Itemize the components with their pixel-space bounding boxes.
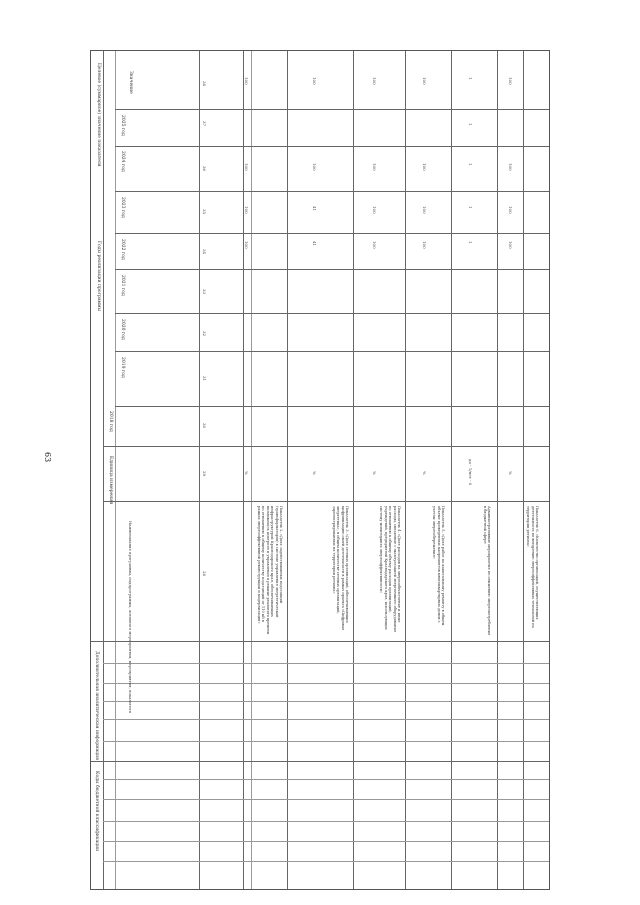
col-num: 34 — [202, 249, 207, 255]
row-4-2022: 100 — [422, 241, 427, 249]
row-5-2025: 1 — [468, 123, 473, 126]
header-base-year: 2018 год — [108, 411, 113, 432]
row-5-text: Административные мероприятия по снижению энергопотребления в бюджетной сфере — [482, 506, 491, 636]
row-4-text: Показатель 5. «Доля работ по капитальному ремонту в общем объеме проведенных капремонтов многоквартирных домов с учетом энергосбережения» — [432, 506, 445, 626]
row-2-2022: 41 — [312, 241, 317, 247]
header-additional-info: Дополнительная аналитическая информация — [94, 651, 99, 761]
header-final-value: Целевое (суммарное) значение показателя — [96, 63, 101, 167]
header-final-sub: Значение — [128, 71, 133, 94]
row-2-2023: 41 — [312, 206, 317, 212]
col-num: 37 — [202, 121, 207, 127]
row-3-2022: 100 — [372, 241, 377, 249]
row-2-final: 100 — [312, 77, 317, 85]
row-6-2024: 100 — [508, 163, 513, 171]
row-1-unit: % — [244, 471, 249, 475]
row-4-2024: 100 — [422, 163, 427, 171]
row-2-text: Показатель 3. «Доля сетевых организаций, обеспечивающих цифровизацию своей деятельности в рамках проекта «Цифровая энергетика», в общем количестве сетевых организаций, зарегистрированных на территории региона» — [331, 506, 349, 631]
row-1-final: 100 — [244, 77, 249, 85]
row-1-2024: 100 — [244, 163, 249, 171]
row-2-unit: % — [312, 471, 317, 475]
row-1-2023: 100 — [244, 206, 249, 214]
col-num: 33 — [202, 289, 207, 295]
row-5-2024: 1 — [468, 163, 473, 166]
header-program-name: Наименование программы, подпрограммы, основного мероприятия, мероприятия, показателя — [128, 521, 133, 713]
header-year-2024: 2024 год — [120, 151, 125, 172]
row-4-unit: % — [422, 471, 427, 475]
row-3-final: 100 — [372, 77, 377, 85]
row-6-2023: 100 — [508, 206, 513, 214]
col-num: 35 — [202, 209, 207, 215]
col-num: 38 — [202, 81, 207, 87]
header-year-2021: 2021 год — [120, 275, 125, 296]
header-year-2019: 2019 год — [120, 357, 125, 378]
row-6-2022: 100 — [508, 241, 513, 249]
header-year-2023: 2023 год — [120, 197, 125, 218]
row-3-2023: 100 — [372, 206, 377, 214]
header-year-2022: 2022 год — [120, 239, 125, 260]
page-number: 63 — [43, 452, 52, 463]
header-year-2020: 2020 год — [120, 319, 125, 340]
row-2-2024: 100 — [312, 163, 317, 171]
header-year-2025: 2025 год — [120, 115, 125, 136]
row-3-unit: % — [372, 471, 377, 475]
row-4-final: 100 — [422, 77, 427, 85]
col-num: 29 — [202, 471, 207, 477]
header-budget-codes: Коды бюджетной классификации — [94, 771, 99, 852]
row-5-unit: да - 1/нет - 0 — [468, 459, 473, 486]
col-num: 36 — [202, 166, 207, 172]
row-4-2023: 100 — [422, 206, 427, 214]
rotated-table — [90, 50, 550, 890]
row-5-2023: 1 — [468, 206, 473, 209]
col-num: 32 — [202, 331, 207, 337]
row-6-final: 100 — [508, 77, 513, 85]
row-5-final: 1 — [468, 77, 473, 80]
row-1-2022: 100 — [244, 241, 249, 249]
header-target-values: Годы реализации программы — [96, 241, 101, 312]
row-5-2022: 1 — [468, 241, 473, 244]
row-6-text: Показатель 6. «Количество организаций, осуществляющих деятельность по внедрению энергоэффективных технологий на территории региона» — [526, 506, 539, 628]
col-num: 30 — [202, 423, 207, 429]
col-num: 31 — [202, 376, 207, 382]
row-6-unit: % — [508, 471, 513, 475]
row-3-2024: 100 — [372, 163, 377, 171]
row-1-text: Показатель 2. «Доля задействованных подстанций (трансформаторов) в системе управления энергетической инфраструктурой Краснодарского края, обеспечивающих возможность контроля и управления в режиме реального времени по отношению к общему количеству подстанций от 110 кВ в рамках энергоэффективной реконструкции и модернизации» — [256, 506, 283, 635]
row-3-text: Показатель 4. «Доля расходов на энергообеспечение и иные расходы, связанные с эксплуатацией энергоемкого оборудования по отношению к общему объему расходов организаций, учреждений, предприятий Краснодарского края, использующих систему мониторинга энергоэффективности» — [379, 506, 401, 633]
header-unit: Единица измерения — [108, 456, 113, 505]
col-num: 28 — [202, 571, 207, 577]
